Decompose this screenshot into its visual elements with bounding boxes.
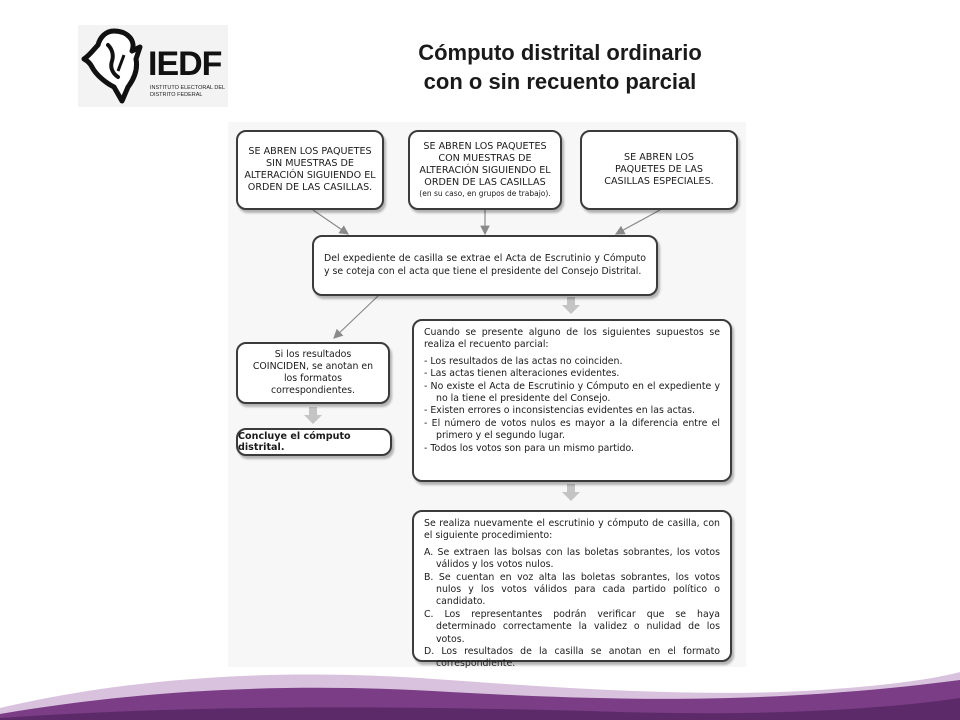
procedure-intro: Se realiza nuevamente el escrutinio y cómputo de casilla, con el siguiente procedimiento: — [424, 518, 720, 542]
logo-subtitle: INSTITUTO ELECTORAL DEL DISTRITO FEDERAL — [150, 85, 225, 98]
box-open-without-samples-text: SE ABREN LOS PAQUETES SIN MUESTRAS DE ALTERACIÓN SIGUIENDO EL ORDEN DE LAS CASILLAS. — [244, 146, 376, 193]
box-conclude-text: Concluye el cómputo distrital. — [238, 431, 351, 453]
title-line-1: Cómputo distrital ordinario — [418, 40, 702, 65]
list-item: C. Los representantes podrán verificar que se haya determinado correctamente la validez o nulidad de los votos. — [424, 608, 720, 645]
list-item: B. Se cuentan en voz alta las boletas sobrantes, los votos nulos y los votos válidos para cada partido político o candidato. — [424, 571, 720, 608]
box-extract-act-text: Del expediente de casilla se extrae el Acta de Escrutinio y Cómputo y se coteja con el acta que tiene el presidente del Consejo Distrital. — [324, 253, 646, 277]
box-extract-act — [312, 235, 658, 296]
box-open-with-samples — [408, 130, 562, 210]
box-results-match — [236, 342, 390, 404]
box-conclude — [236, 428, 392, 456]
block-arrow-to-conclude — [304, 407, 322, 424]
arrow-to-match — [334, 296, 378, 338]
box-open-special-text: SE ABREN LOS PAQUETES DE LAS CASILLAS ESPECIALES. — [604, 152, 714, 187]
flowchart — [228, 122, 746, 670]
arrow-from-box3 — [616, 210, 660, 234]
iedf-logo — [78, 25, 228, 107]
block-arrow-to-recount — [562, 297, 580, 314]
list-item: - Todos los votos son para un mismo partido. — [424, 442, 635, 454]
list-item: A. Se extraen las bolsas con las boletas sobrantes, los votos válidos y los votos nulos. — [424, 546, 720, 571]
block-arrow-to-procedure — [562, 484, 580, 501]
box-results-match-text: Si los resultados COINCIDEN, se anotan en los formatos correspondientes. — [252, 349, 374, 396]
box-open-without-samples — [236, 130, 384, 210]
box-open-special — [580, 130, 738, 210]
purple-wave-decoration — [0, 650, 960, 720]
box-open-with-samples-note: (en su caso, en grupos de trabajo). — [419, 189, 551, 198]
list-item: D. Los resultados de la casilla se anotan en el formato correspondiente. — [424, 646, 720, 670]
list-item: - Las actas tienen alteraciones evidentes. — [424, 368, 620, 380]
page-title — [360, 38, 760, 96]
partial-recount-list — [424, 356, 720, 455]
list-item: - Los resultados de las actas no coinciden. — [424, 355, 623, 367]
arrow-from-box1 — [313, 210, 348, 234]
list-item: - Existen errores o inconsistencias evidentes en las actas. — [424, 405, 696, 417]
partial-recount-intro: Cuando se presente alguno de los siguientes supuestos se realiza el recuento parcial: — [424, 327, 720, 351]
box-open-with-samples-text: SE ABREN LOS PAQUETES CON MUESTRAS DE ALTERACIÓN SIGUIENDO EL ORDEN DE LAS CASILLAS — [419, 141, 551, 188]
logo-wordmark: IEDF — [148, 45, 222, 83]
list-item: - No existe el Acta de Escrutinio y Cómputo en el expediente y no la tiene el presidente del Consejo. — [424, 380, 720, 405]
box-partial-recount — [412, 319, 732, 482]
box-procedure — [412, 510, 732, 670]
title-line-2: con o sin recuento parcial — [423, 69, 697, 94]
list-item: - El número de votos nulos es mayor a la diferencia entre el primero y el segundo lugar. — [424, 417, 720, 442]
